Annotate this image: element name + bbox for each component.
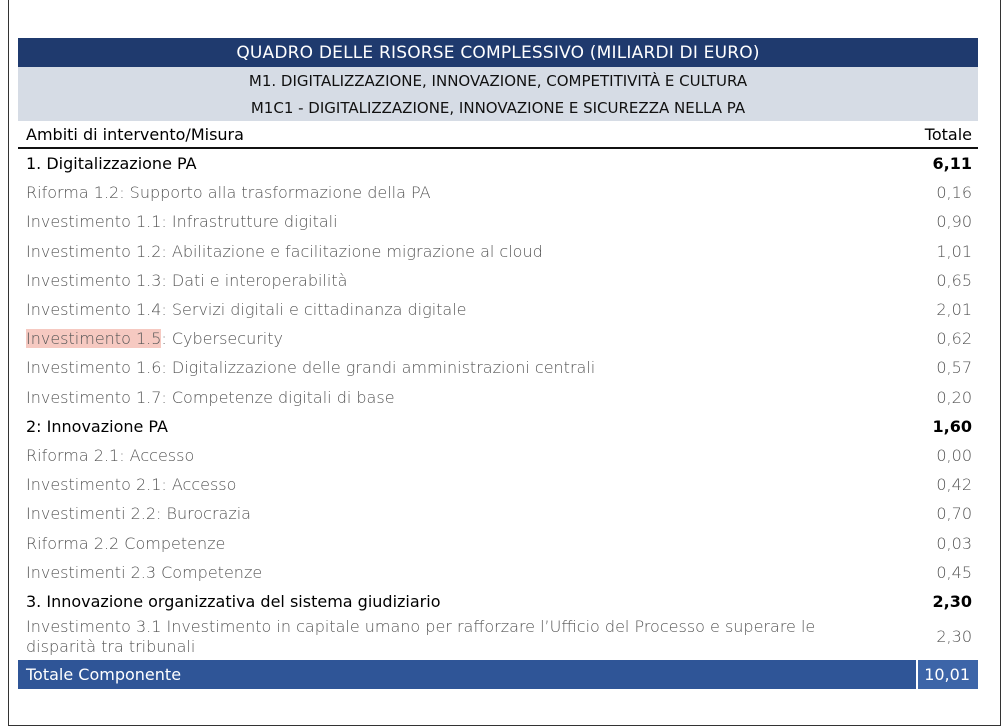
- highlighted-text: Investimento 1.5: [26, 329, 162, 349]
- total-row: [18, 660, 978, 689]
- row-label: Riforma 1.2: Supporto alla trasformazione della PA: [26, 183, 431, 203]
- row-label: Investimento 1.7: Competenze digitali di base: [26, 387, 395, 407]
- row-label: Investimento 1.3: Dati e interoperabilità: [26, 270, 348, 290]
- row-value: 6,11: [932, 154, 972, 174]
- table-title: QUADRO DELLE RISORSE COMPLESSIVO (MILIARDI DI EURO): [18, 38, 978, 67]
- column-header: [18, 121, 978, 149]
- table-row: [18, 383, 978, 412]
- row-label: 3. Innovazione organizzativa del sistema giudiziario: [26, 591, 441, 611]
- row-label: Investimento 3.1 Investimento in capitale umano per rafforzare l’Ufficio del Processo e superare le disparità tra tribunali: [26, 617, 816, 656]
- table-row: [18, 587, 978, 616]
- table-row: [18, 412, 978, 441]
- row-label: Investimento 1.1: Infrastrutture digitali: [26, 212, 338, 232]
- row-label: Investimenti 2.2: Burocrazia: [26, 504, 251, 524]
- column-label-header: Ambiti di intervento/Misura: [26, 124, 244, 144]
- row-value: 2,30: [932, 591, 972, 611]
- table-row-highlighted: [18, 324, 978, 353]
- table-row: [18, 149, 978, 178]
- table-row: [18, 266, 978, 295]
- component-title: M1C1 - DIGITALIZZAZIONE, INNOVAZIONE E SICUREZZA NELLA PA: [18, 94, 978, 121]
- row-value: 0,62: [936, 329, 972, 349]
- row-value: 0,20: [936, 387, 972, 407]
- total-value: 10,01: [916, 660, 978, 689]
- table-row: [18, 441, 978, 470]
- row-label-rest: : Cybersecurity: [161, 329, 283, 349]
- table-row: [18, 616, 978, 658]
- row-label: Investimento 1.6: Digitalizzazione delle grandi amministrazioni centrali: [26, 358, 596, 378]
- row-value: 2,30: [936, 627, 972, 646]
- table-row: [18, 178, 978, 207]
- row-label: [26, 329, 283, 348]
- row-value: 0,42: [936, 475, 972, 495]
- column-total-header: Totale: [924, 124, 972, 144]
- resources-table: [18, 38, 978, 689]
- table-row: [18, 470, 978, 499]
- row-value: 1,01: [936, 241, 972, 261]
- table-row: [18, 237, 978, 266]
- row-label: Investimento 1.2: Abilitazione e facilitazione migrazione al cloud: [26, 241, 543, 261]
- row-value: 0,90: [936, 212, 972, 232]
- row-value: 0,70: [936, 504, 972, 524]
- row-value: 0,57: [936, 358, 972, 378]
- row-value: 1,60: [932, 416, 972, 436]
- row-label: Riforma 2.1: Accesso: [26, 445, 195, 465]
- table-row: [18, 499, 978, 528]
- mission-title: M1. DIGITALIZZAZIONE, INNOVAZIONE, COMPETITIVITÀ E CULTURA: [18, 67, 978, 94]
- row-label: 1. Digitalizzazione PA: [26, 154, 197, 174]
- table-row: [18, 295, 978, 324]
- row-label: Investimento 2.1: Accesso: [26, 475, 237, 495]
- table-row: [18, 207, 978, 236]
- table-row: [18, 558, 978, 587]
- total-label: Totale Componente: [26, 665, 182, 684]
- row-value: 0,03: [936, 533, 972, 553]
- row-value: 2,01: [936, 300, 972, 320]
- row-value: 0,45: [936, 562, 972, 582]
- row-value: 0,16: [936, 183, 972, 203]
- row-label: Riforma 2.2 Competenze: [26, 533, 226, 553]
- table-row: [18, 353, 978, 382]
- row-value: 0,65: [936, 270, 972, 290]
- row-label: Investimenti 2.3 Competenze: [26, 562, 263, 582]
- row-label: 2: Innovazione PA: [26, 416, 168, 436]
- table-row: [18, 528, 978, 557]
- row-value: 0,00: [936, 445, 972, 465]
- row-label: Investimento 1.4: Servizi digitali e cittadinanza digitale: [26, 300, 467, 320]
